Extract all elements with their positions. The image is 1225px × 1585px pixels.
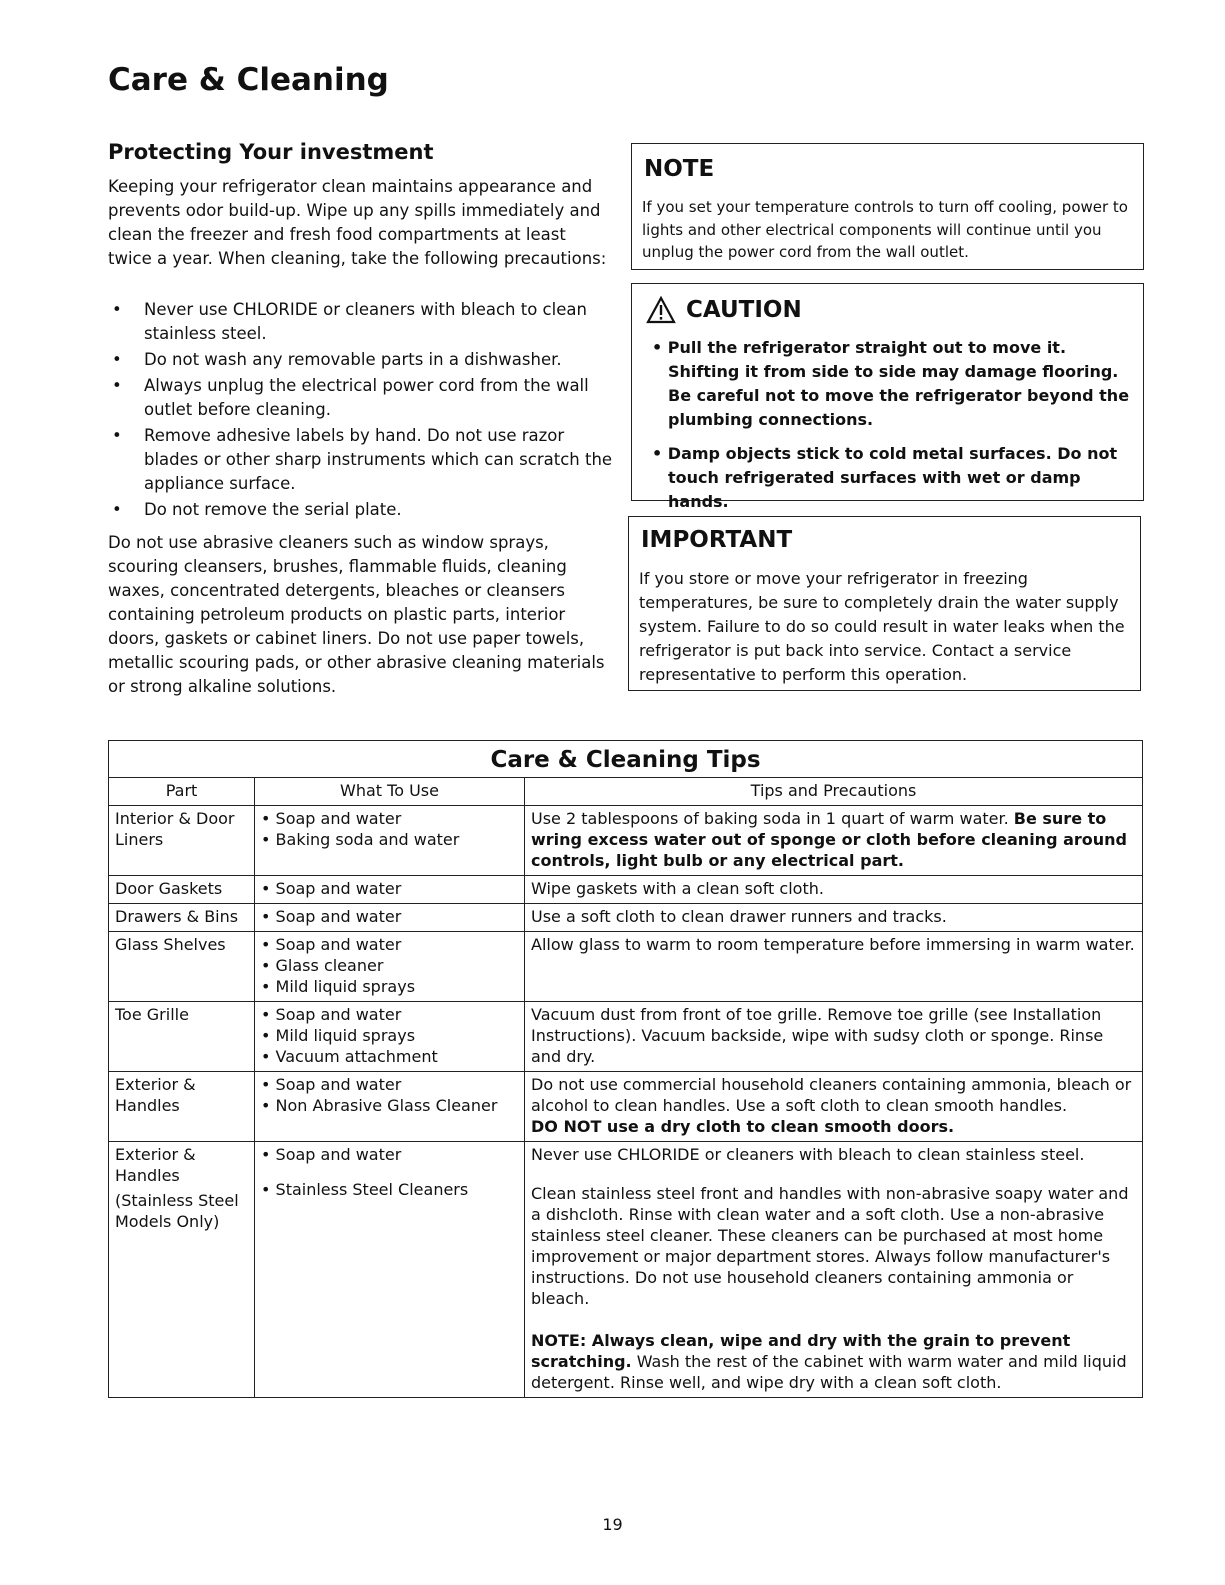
note-text: If you set your temperature controls to turn off cooling, power to lights and other electrical components will continue until you unplug the power cord from the wall outlet.	[642, 198, 1128, 261]
tips-bold: NOTE: Always clean, wipe and dry with the grain to prevent scratching.	[531, 1331, 1071, 1371]
use-cell	[255, 876, 525, 904]
caution-item: • Pull the refrigerator straight out to move it. Shifting it from side to side may damage flooring. Be careful not to move the refrigerator beyond the plumbing connections.	[652, 338, 1130, 429]
tips-cell: Allow glass to warm to room temperature before immersing in warm water.	[525, 932, 1143, 1002]
use-item: • Glass cleaner	[261, 955, 518, 976]
part-cell	[109, 1142, 255, 1398]
tips-cell: Vacuum dust from front of toe grille. Remove toe grille (see Installation Instructions). Vacuum backside, wipe with sudsy cloth or sponge. Rinse and dry.	[525, 1002, 1143, 1072]
tips-note	[531, 1330, 1136, 1393]
tips-plain: Wash the rest of the cabinet with warm water and mild liquid detergent. Rinse well, and wipe dry with a clean soft cloth.	[531, 1352, 1127, 1392]
use-cell	[255, 806, 525, 876]
note-box	[631, 143, 1144, 270]
section-heading: Protecting Your investment	[108, 140, 434, 164]
list-item: • Never use CHLORIDE or cleaners with bleach to clean stainless steel.	[108, 298, 613, 346]
use-cell	[255, 1072, 525, 1142]
table-row	[109, 904, 1143, 932]
use-item: • Non Abrasive Glass Cleaner	[261, 1095, 518, 1116]
use-cell	[255, 932, 525, 1002]
tips-cell: Use a soft cloth to clean drawer runners and tracks.	[525, 904, 1143, 932]
use-item: • Soap and water	[261, 1074, 518, 1095]
use-item: • Soap and water	[261, 1004, 518, 1025]
part-cell: Interior & Door Liners	[109, 806, 255, 876]
tips-cell: Wipe gaskets with a clean soft cloth.	[525, 876, 1143, 904]
part-cell: Drawers & Bins	[109, 904, 255, 932]
use-cell	[255, 1002, 525, 1072]
use-item: • Mild liquid sprays	[261, 1025, 518, 1046]
use-item: • Soap and water	[261, 906, 518, 927]
tips-text: Clean stainless steel front and handles with non-abrasive soapy water and a dishcloth. Rinse with clean water and a soft cloth. Use a non-abrasive stainless steel cleaner. These cleaners can be purchased at most home improvement or major department stores. Always follow manufacturer's instructions. Do not use household cleaners containing ammonia or bleach.	[531, 1184, 1129, 1308]
part-cell: Glass Shelves	[109, 932, 255, 1002]
column-header-tips: Tips and Precautions	[525, 778, 1143, 806]
list-item: • Do not wash any removable parts in a dishwasher.	[108, 348, 613, 372]
note-title: NOTE	[644, 156, 715, 182]
caution-title: CAUTION	[686, 297, 802, 323]
tips-text: Do not use commercial household cleaners containing ammonia, bleach or alcohol to clean handles. Use a soft cloth to clean smooth handles.	[531, 1075, 1132, 1115]
list-item: • Do not remove the serial plate.	[108, 498, 613, 522]
tips-plain: Use 2 tablespoons of baking soda in 1 quart of warm water.	[531, 809, 1014, 828]
closing-paragraph: Do not use abrasive cleaners such as window sprays, scouring cleansers, brushes, flammable fluids, cleaning waxes, concentrated detergents, bleaches or cleansers containing petroleum products on plastic parts, interior doors, gaskets or cabinet liners. Do not use paper towels, metallic scouring pads, or other abrasive cleaning materials or strong alkaline solutions.	[108, 533, 605, 696]
part-label: Exterior & Handles	[115, 1145, 196, 1185]
column-header-what-to-use: What To Use	[255, 778, 525, 806]
caution-header	[646, 296, 1133, 324]
table-row	[109, 1142, 1143, 1398]
part-cell: Toe Grille	[109, 1002, 255, 1072]
tips-text	[531, 808, 1136, 871]
page-number: 19	[602, 1515, 623, 1534]
use-cell	[255, 1142, 525, 1398]
use-item: • Stainless Steel Cleaners	[261, 1179, 518, 1200]
tips-bold: DO NOT use a dry cloth to clean smooth doors.	[531, 1117, 955, 1136]
use-item: • Vacuum attachment	[261, 1046, 518, 1067]
page-title: Care & Cleaning	[108, 62, 389, 98]
important-box	[628, 516, 1141, 691]
tips-cell	[525, 806, 1143, 876]
tips-text: Never use CHLORIDE or cleaners with bleach to clean stainless steel.	[531, 1145, 1085, 1164]
tips-cell	[525, 1072, 1143, 1142]
table-row	[109, 932, 1143, 1002]
use-item: • Soap and water	[261, 878, 518, 899]
tips-cell	[525, 1142, 1143, 1398]
use-item: • Mild liquid sprays	[261, 976, 518, 997]
use-item: • Soap and water	[261, 808, 518, 829]
use-item: • Soap and water	[261, 934, 518, 955]
table-row	[109, 806, 1143, 876]
table-header-row	[109, 778, 1143, 806]
use-item: • Baking soda and water	[261, 829, 518, 850]
important-text: If you store or move your refrigerator in freezing temperatures, be sure to completely drain the water supply system. Failure to do so could result in water leaks when the refrigerator is put back into service. Contact a service representative to perform this operation.	[639, 569, 1125, 684]
table-caption-row	[109, 741, 1143, 778]
caution-box	[631, 283, 1144, 511]
table-row	[109, 876, 1143, 904]
precautions-list	[108, 298, 613, 524]
caution-item: • Damp objects stick to cold metal surfaces. Do not touch refrigerated surfaces with wet or damp hands.	[652, 444, 1118, 511]
table-caption: Care & Cleaning Tips	[109, 741, 1143, 778]
part-note: (Stainless Steel Models Only)	[115, 1191, 239, 1231]
table-row	[109, 1072, 1143, 1142]
important-title: IMPORTANT	[641, 527, 793, 553]
part-cell: Door Gaskets	[109, 876, 255, 904]
care-cleaning-tips-table	[108, 740, 1143, 1398]
use-cell	[255, 904, 525, 932]
use-item: • Soap and water	[261, 1144, 518, 1165]
column-header-part: Part	[109, 778, 255, 806]
part-cell: Exterior & Handles	[109, 1072, 255, 1142]
warning-triangle-icon	[646, 296, 676, 324]
list-item: • Remove adhesive labels by hand. Do not use razor blades or other sharp instruments which can scratch the appliance surface.	[108, 424, 613, 496]
intro-paragraph: Keeping your refrigerator clean maintains appearance and prevents odor build-up. Wipe up any spills immediately and clean the freezer and fresh food compartments at least twice a year. When cleaning, take the following precautions:	[108, 177, 607, 268]
list-item: • Always unplug the electrical power cord from the wall outlet before cleaning.	[108, 374, 613, 422]
tips-bold: Be sure to wring excess water out of sponge or cloth before cleaning around controls, light bulb or any electrical part.	[531, 809, 1128, 870]
table-row	[109, 1002, 1143, 1072]
